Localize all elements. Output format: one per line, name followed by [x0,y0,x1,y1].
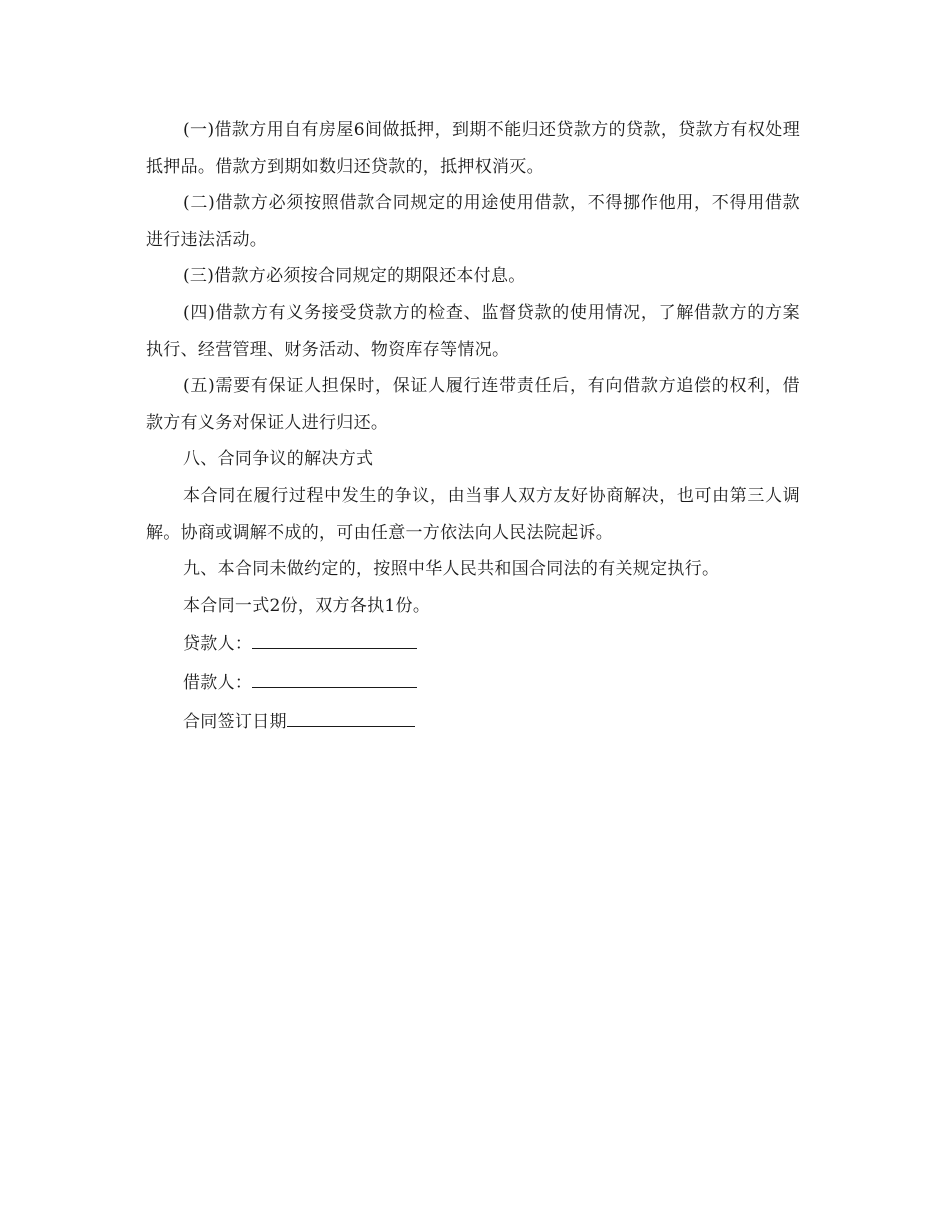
clause-mortgage: (一)借款方用自有房屋6间做抵押，到期不能归还贷款方的贷款，贷款方有权处理抵押品。借款方到期如数归还贷款的，抵押权消灭。 [146,120,800,177]
document-body [146,112,800,740]
clause-guarantor: (五)需要有保证人担保时，保证人履行连带责任后，有向借款方追偿的权利，借款方有义务对保证人进行归还。 [146,376,800,433]
lender-label: 贷款人： [183,634,253,655]
signing-date-label: 合同签订日期 [183,711,287,732]
clause-copies: 本合同一式2份，双方各执1份。 [183,595,431,616]
lender-signature-blank [252,624,417,649]
section-heading-unspecified: 九、本合同未做约定的，按照中华人民共和国合同法的有关规定执行。 [183,559,720,580]
signing-date-blank [287,702,415,727]
borrower-signature-line [146,663,800,702]
clause-dispute-resolution: 本合同在履行过程中发生的争议，由当事人双方友好协商解决，也可由第三人调解。协商或调解不成的，可由任意一方依法向人民法院起诉。 [146,485,800,543]
signing-date-line [146,702,800,741]
borrower-signature-blank [252,663,417,688]
clause-repayment-term: (三)借款方必须按合同规定的期限还本付息。 [183,266,526,287]
clause-inspection: (四)借款方有义务接受贷款方的检查、监督贷款的使用情况，了解借款方的方案执行、经营管理、财务活动、物资库存等情况。 [146,302,800,360]
borrower-label: 借款人： [183,672,253,693]
section-heading-dispute: 八、合同争议的解决方式 [183,449,374,470]
clause-loan-usage: (二)借款方必须按照借款合同规定的用途使用借款，不得挪作他用，不得用借款进行违法活动。 [146,193,800,250]
lender-signature-line [146,624,800,663]
